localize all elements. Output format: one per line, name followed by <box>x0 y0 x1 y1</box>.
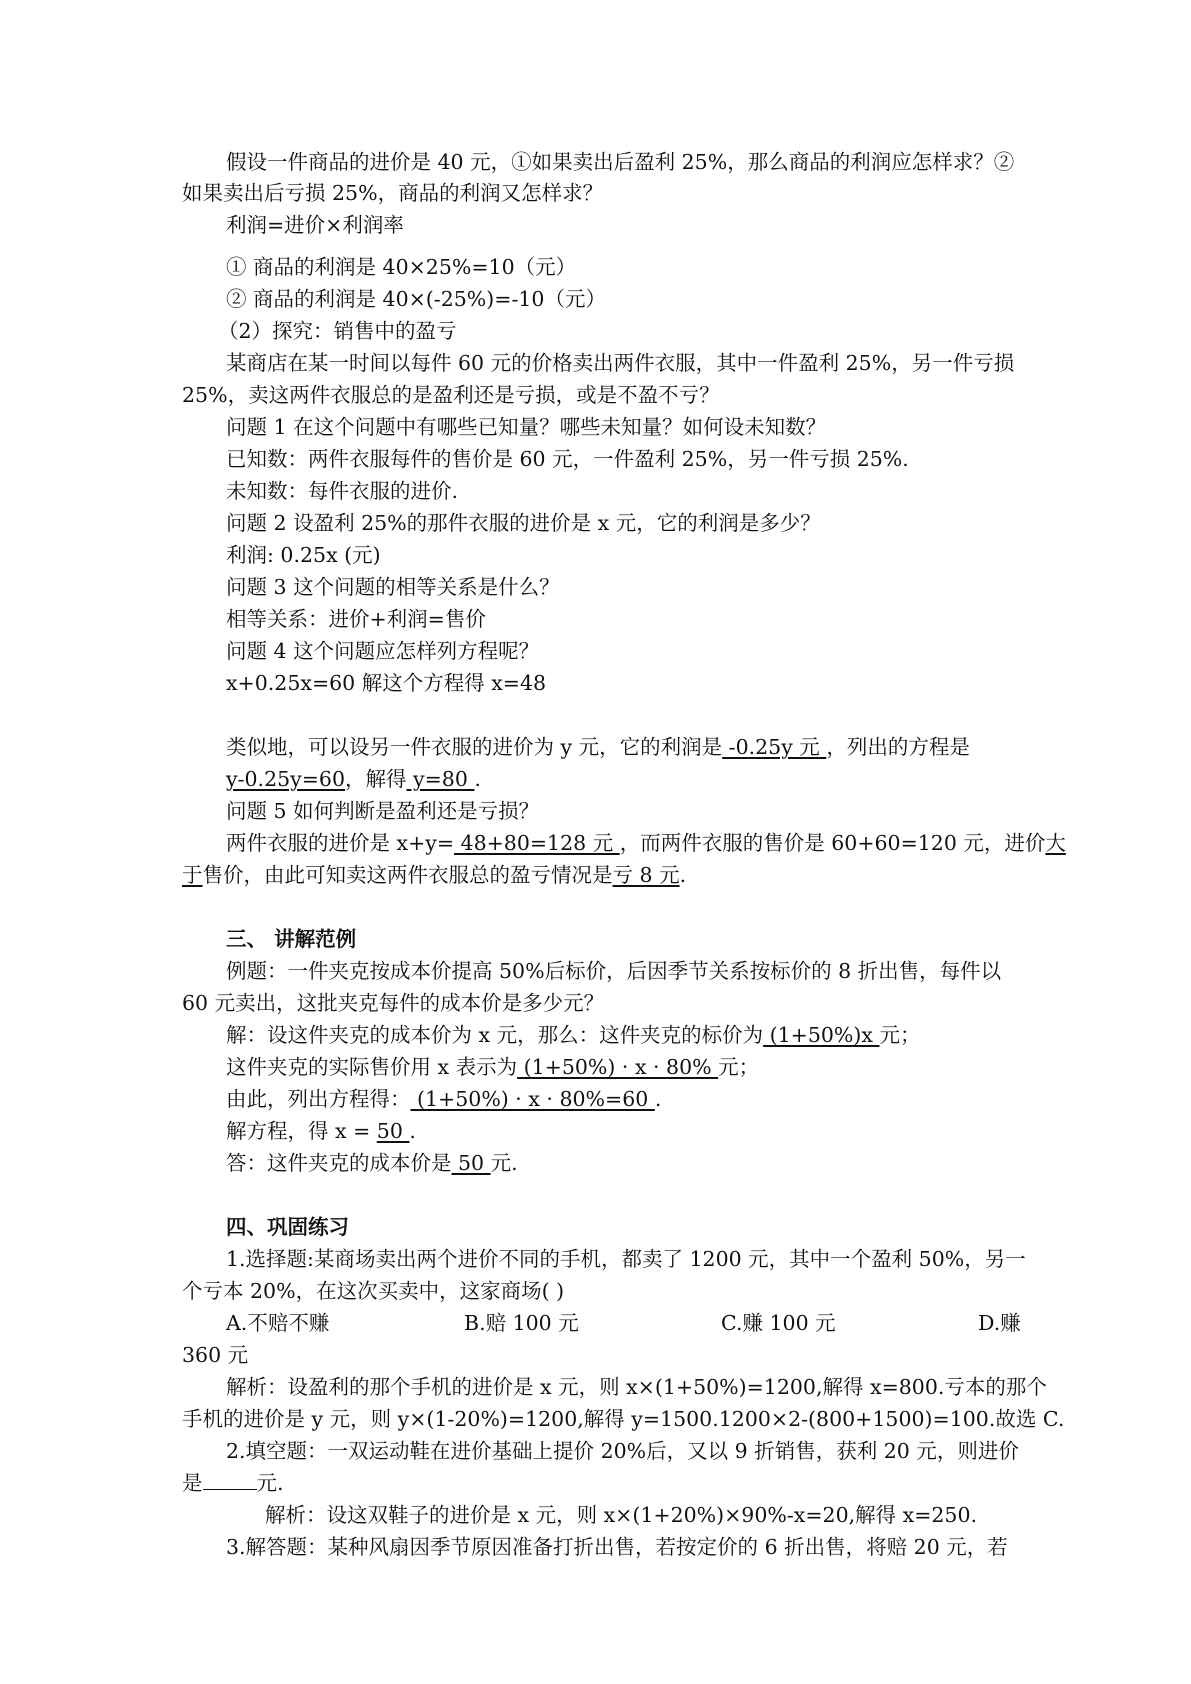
text: 元； <box>718 1055 760 1079</box>
solution-line <box>226 1087 661 1111</box>
text: 答：这件夹克的成本价是 <box>226 1151 452 1175</box>
unknown-line: 未知数：每件衣服的进价. <box>226 479 459 503</box>
question-line: 问题 4 这个问题应怎样列方程呢？ <box>226 639 540 663</box>
answer-blank: (1+50%)x <box>763 1023 880 1047</box>
solution-line <box>226 1151 518 1175</box>
question-line: 问题 5 如何判断是盈利还是亏损？ <box>226 799 540 823</box>
text: 这件夹克的实际售价用 x 表示为 <box>226 1055 518 1079</box>
example-line: 例题：一件夹克按成本价提高 50%后标价，后因季节关系按标价的 8 折出售，每件以 <box>226 959 1002 983</box>
text: . <box>679 863 687 887</box>
problem-line: 某商店在某一时间以每件 60 元的价格卖出两件衣服，其中一件盈利 25%，另一件亏损 <box>226 351 1015 375</box>
exercise-line <box>182 1471 284 1495</box>
solution-line <box>226 1023 920 1047</box>
relation-line: 相等关系：进价+利润=售价 <box>226 607 486 631</box>
answer-blank: -0.25y 元 <box>722 735 827 759</box>
text: ，解得 <box>345 767 407 791</box>
text: 元. <box>256 1471 284 1495</box>
text: . <box>654 1087 662 1111</box>
answer-blank: 50 <box>451 1151 491 1175</box>
answer-blank: (1+50%) · x · 80%=60 <box>410 1087 655 1111</box>
judge-line <box>182 863 686 887</box>
text: ，而两件衣服的售价是 60+60=120 元，进价 <box>619 831 1046 855</box>
answer-blank: y-0.25y=60 <box>226 767 345 791</box>
formula-line: 利润=进价×利润率 <box>226 213 404 237</box>
option-a: A.不赔不赚 <box>226 1311 330 1335</box>
answer-blank: 亏 8 元 <box>612 863 680 887</box>
exercise-line: 1.选择题:某商场卖出两个进价不同的手机，都卖了 1200 元，其中一个盈利 50%，另一 <box>226 1247 1026 1271</box>
example-line: 60 元卖出，这批夹克每件的成本价是多少元？ <box>182 991 605 1015</box>
answer-blank: 50 <box>376 1119 410 1143</box>
answer-line: ② 商品的利润是 40×(-25%)=-10（元） <box>226 287 606 311</box>
question-line: 问题 3 这个问题的相等关系是什么？ <box>226 575 560 599</box>
option-d-cont: 360 元 <box>182 1343 249 1367</box>
section-heading: 三、 讲解范例 <box>226 927 357 951</box>
exercise-line: 2.填空题：一双运动鞋在进价基础上提价 20%后，又以 9 折销售，获利 20 元，则进价 <box>226 1439 1019 1463</box>
judge-line <box>226 831 1066 855</box>
text: 两件衣服的进价是 x+y= <box>226 831 455 855</box>
exercise-line: 3.解答题：某种风扇因季节原因准备打折出售，若按定价的 6 折出售，将赔 20 元，若 <box>226 1535 1008 1559</box>
text: 元. <box>490 1151 518 1175</box>
answer-blank: y=80 <box>406 767 475 791</box>
text: 类似地，可以设另一件衣服的进价为 y 元，它的利润是 <box>226 735 723 759</box>
text: 解方程，得 x = <box>226 1119 377 1143</box>
solution-line <box>226 1119 416 1143</box>
equation-line: x+0.25x=60 解这个方程得 x=48 <box>226 671 547 695</box>
profit-line: 利润: 0.25x (元) <box>226 543 381 567</box>
similar-line <box>226 767 481 791</box>
text: 是 <box>182 1471 203 1495</box>
section-heading: 四、巩固练习 <box>226 1215 349 1239</box>
option-b: B.赔 100 元 <box>464 1311 579 1335</box>
answer-blank: (1+50%) · x · 80% <box>517 1055 719 1079</box>
text: 由此，列出方程得： <box>226 1087 411 1111</box>
answer-line: ① 商品的利润是 40×25%=10（元） <box>226 255 577 279</box>
text: . <box>409 1119 416 1143</box>
option-c: C.赚 100 元 <box>721 1311 836 1335</box>
similar-line <box>226 735 970 759</box>
solution-line <box>226 1055 759 1079</box>
known-line: 已知数：两件衣服每件的售价是 60 元，一件盈利 25%，另一件亏损 25%. <box>226 447 909 471</box>
answer-blank: 48+80=128 元 <box>454 831 620 855</box>
paragraph-line: 假设一件商品的进价是 40 元，①如果卖出后盈利 25%，那么商品的利润应怎样求？② <box>226 150 1015 174</box>
text: 售价，由此可知卖这两件衣服总的盈亏情况是 <box>202 863 613 887</box>
text: ，列出的方程是 <box>826 735 970 759</box>
analysis-line: 手机的进价是 y 元，则 y×(1-20%)=1200,解得 y=1500.1200×2-(800+1500)=100.故选 C. <box>182 1407 1065 1431</box>
subheading: （2）探究：销售中的盈亏 <box>218 319 457 343</box>
fill-blank <box>203 1471 257 1490</box>
question-line: 问题 2 设盈利 25%的那件衣服的进价是 x 元，它的利润是多少？ <box>226 511 821 535</box>
question-line: 问题 1 在这个问题中有哪些已知量？哪些未知量？如何设未知数？ <box>226 415 827 439</box>
answer-blank: 于 <box>182 863 203 887</box>
option-d: D.赚 <box>978 1311 1021 1335</box>
exercise-line: 个亏本 20%，在这次买卖中，这家商场( ) <box>182 1279 565 1303</box>
text: . <box>474 767 481 791</box>
paragraph-line: 如果卖出后亏损 25%，商品的利润又怎样求？ <box>182 181 604 205</box>
text: 解：设这件夹克的成本价为 x 元，那么：这件夹克的标价为 <box>226 1023 764 1047</box>
analysis-line: 解析：设这双鞋子的进价是 x 元，则 x×(1+20%)×90%-x=20,解得 x=250. <box>265 1503 978 1527</box>
answer-blank: 大 <box>1045 831 1066 855</box>
text: 元； <box>879 1023 921 1047</box>
analysis-line: 解析：设盈利的那个手机的进价是 x 元，则 x×(1+50%)=1200,解得 x=800.亏本的那个 <box>226 1375 1047 1399</box>
problem-line: 25%，卖这两件衣服总的是盈利还是亏损，或是不盈不亏？ <box>182 383 720 407</box>
